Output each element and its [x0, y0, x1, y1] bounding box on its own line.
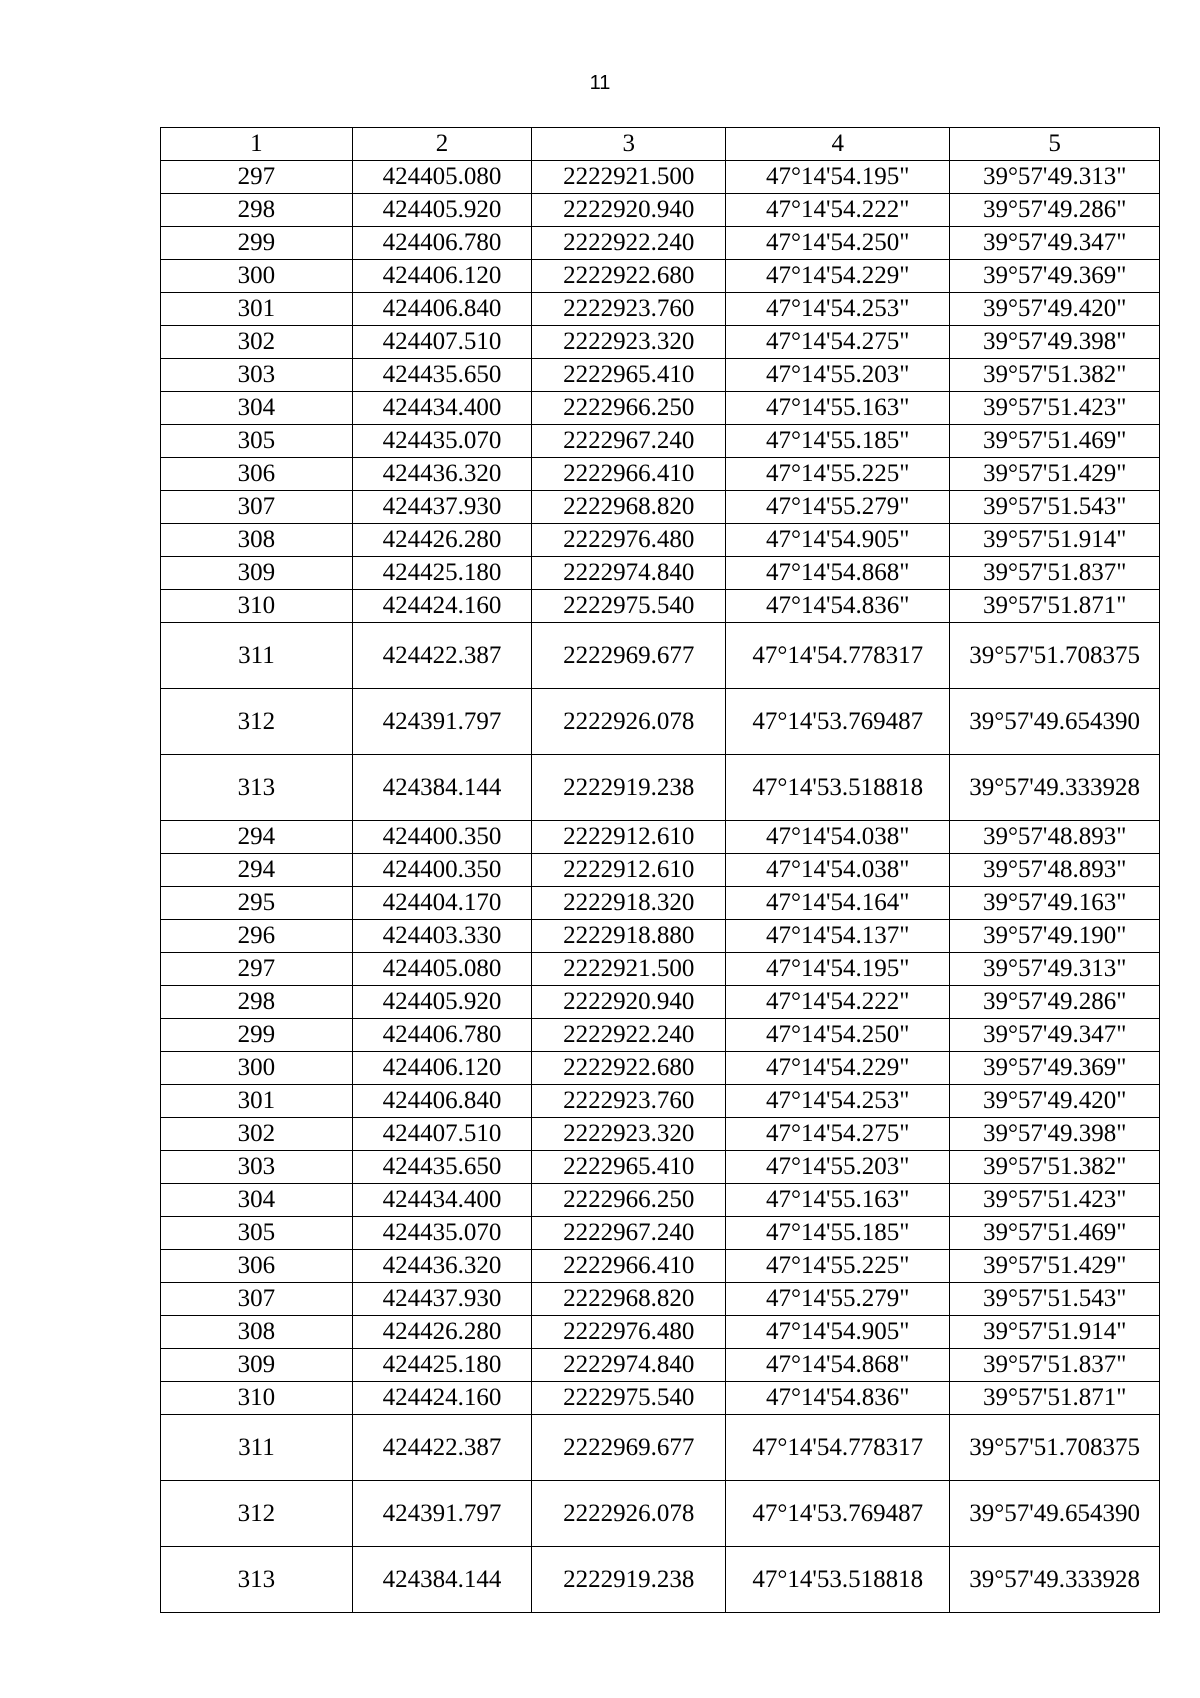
y-coordinate-cell: 2222918.320 [532, 887, 726, 920]
table-header [161, 128, 1160, 161]
y-coordinate-cell: 2222920.940 [532, 194, 726, 227]
point-number-cell: 298 [161, 986, 353, 1019]
point-number-cell: 297 [161, 161, 353, 194]
table-row [161, 1382, 1160, 1415]
table-row [161, 1052, 1160, 1085]
table-row [161, 1547, 1160, 1613]
longitude-cell: 39°57'51.914" [950, 1316, 1160, 1349]
latitude-cell: 47°14'55.279" [726, 1283, 950, 1316]
table-row [161, 1316, 1160, 1349]
longitude-cell: 39°57'49.347" [950, 227, 1160, 260]
y-coordinate-cell: 2222975.540 [532, 590, 726, 623]
longitude-cell: 39°57'51.382" [950, 1151, 1160, 1184]
longitude-cell: 39°57'51.543" [950, 1283, 1160, 1316]
point-number-cell: 306 [161, 1250, 353, 1283]
latitude-cell: 47°14'53.769487 [726, 689, 950, 755]
point-number-cell: 301 [161, 1085, 353, 1118]
x-coordinate-cell: 424425.180 [352, 557, 531, 590]
x-coordinate-cell: 424405.080 [352, 953, 531, 986]
y-coordinate-cell: 2222968.820 [532, 491, 726, 524]
x-coordinate-cell: 424437.930 [352, 1283, 531, 1316]
x-coordinate-cell: 424405.080 [352, 161, 531, 194]
point-number-cell: 306 [161, 458, 353, 491]
point-number-cell: 301 [161, 293, 353, 326]
longitude-cell: 39°57'49.369" [950, 260, 1160, 293]
longitude-cell: 39°57'48.893" [950, 854, 1160, 887]
longitude-cell: 39°57'49.163" [950, 887, 1160, 920]
y-coordinate-cell: 2222921.500 [532, 953, 726, 986]
point-number-cell: 307 [161, 1283, 353, 1316]
latitude-cell: 47°14'54.195" [726, 953, 950, 986]
y-coordinate-cell: 2222912.610 [532, 854, 726, 887]
latitude-cell: 47°14'55.225" [726, 458, 950, 491]
table-row [161, 293, 1160, 326]
point-number-cell: 294 [161, 854, 353, 887]
longitude-cell: 39°57'51.469" [950, 1217, 1160, 1250]
column-header-5: 5 [950, 128, 1160, 161]
y-coordinate-cell: 2222923.320 [532, 1118, 726, 1151]
y-coordinate-cell: 2222968.820 [532, 1283, 726, 1316]
longitude-cell: 39°57'51.429" [950, 458, 1160, 491]
longitude-cell: 39°57'49.286" [950, 194, 1160, 227]
y-coordinate-cell: 2222923.760 [532, 293, 726, 326]
table-row [161, 1085, 1160, 1118]
table-row [161, 194, 1160, 227]
latitude-cell: 47°14'54.229" [726, 260, 950, 293]
longitude-cell: 39°57'49.313" [950, 161, 1160, 194]
point-number-cell: 308 [161, 524, 353, 557]
x-coordinate-cell: 424434.400 [352, 1184, 531, 1217]
x-coordinate-cell: 424407.510 [352, 326, 531, 359]
y-coordinate-cell: 2222965.410 [532, 1151, 726, 1184]
table-row [161, 227, 1160, 260]
x-coordinate-cell: 424426.280 [352, 1316, 531, 1349]
y-coordinate-cell: 2222966.410 [532, 1250, 726, 1283]
point-number-cell: 298 [161, 194, 353, 227]
longitude-cell: 39°57'49.398" [950, 326, 1160, 359]
point-number-cell: 313 [161, 1547, 353, 1613]
point-number-cell: 312 [161, 689, 353, 755]
table-row [161, 854, 1160, 887]
table-row [161, 392, 1160, 425]
x-coordinate-cell: 424422.387 [352, 623, 531, 689]
longitude-cell: 39°57'49.654390 [950, 1481, 1160, 1547]
table-row [161, 260, 1160, 293]
x-coordinate-cell: 424406.840 [352, 293, 531, 326]
latitude-cell: 47°14'54.038" [726, 821, 950, 854]
point-number-cell: 302 [161, 1118, 353, 1151]
point-number-cell: 311 [161, 1415, 353, 1481]
y-coordinate-cell: 2222918.880 [532, 920, 726, 953]
table-row [161, 491, 1160, 524]
y-coordinate-cell: 2222922.240 [532, 227, 726, 260]
table-row [161, 161, 1160, 194]
y-coordinate-cell: 2222976.480 [532, 524, 726, 557]
point-number-cell: 299 [161, 227, 353, 260]
table-row [161, 887, 1160, 920]
point-number-cell: 300 [161, 260, 353, 293]
point-number-cell: 303 [161, 1151, 353, 1184]
table-row [161, 689, 1160, 755]
table-row [161, 359, 1160, 392]
y-coordinate-cell: 2222922.680 [532, 260, 726, 293]
longitude-cell: 39°57'49.369" [950, 1052, 1160, 1085]
latitude-cell: 47°14'54.229" [726, 1052, 950, 1085]
x-coordinate-cell: 424384.144 [352, 755, 531, 821]
longitude-cell: 39°57'51.871" [950, 1382, 1160, 1415]
x-coordinate-cell: 424425.180 [352, 1349, 531, 1382]
longitude-cell: 39°57'51.914" [950, 524, 1160, 557]
x-coordinate-cell: 424400.350 [352, 821, 531, 854]
latitude-cell: 47°14'54.836" [726, 590, 950, 623]
longitude-cell: 39°57'49.347" [950, 1019, 1160, 1052]
y-coordinate-cell: 2222969.677 [532, 1415, 726, 1481]
longitude-cell: 39°57'51.837" [950, 1349, 1160, 1382]
x-coordinate-cell: 424434.400 [352, 392, 531, 425]
point-number-cell: 305 [161, 425, 353, 458]
y-coordinate-cell: 2222922.680 [532, 1052, 726, 1085]
x-coordinate-cell: 424435.650 [352, 359, 531, 392]
point-number-cell: 294 [161, 821, 353, 854]
table-row [161, 557, 1160, 590]
table-row [161, 590, 1160, 623]
latitude-cell: 47°14'54.164" [726, 887, 950, 920]
latitude-cell: 47°14'54.250" [726, 227, 950, 260]
x-coordinate-cell: 424435.070 [352, 1217, 531, 1250]
longitude-cell: 39°57'51.708375 [950, 623, 1160, 689]
latitude-cell: 47°14'54.137" [726, 920, 950, 953]
latitude-cell: 47°14'54.253" [726, 1085, 950, 1118]
y-coordinate-cell: 2222922.240 [532, 1019, 726, 1052]
table-row [161, 458, 1160, 491]
latitude-cell: 47°14'54.778317 [726, 1415, 950, 1481]
longitude-cell: 39°57'51.708375 [950, 1415, 1160, 1481]
x-coordinate-cell: 424406.780 [352, 1019, 531, 1052]
y-coordinate-cell: 2222926.078 [532, 1481, 726, 1547]
latitude-cell: 47°14'54.836" [726, 1382, 950, 1415]
point-number-cell: 308 [161, 1316, 353, 1349]
column-header-3: 3 [532, 128, 726, 161]
latitude-cell: 47°14'54.038" [726, 854, 950, 887]
point-number-cell: 304 [161, 1184, 353, 1217]
y-coordinate-cell: 2222966.250 [532, 392, 726, 425]
y-coordinate-cell: 2222966.250 [532, 1184, 726, 1217]
table-row [161, 1217, 1160, 1250]
y-coordinate-cell: 2222969.677 [532, 623, 726, 689]
x-coordinate-cell: 424391.797 [352, 1481, 531, 1547]
latitude-cell: 47°14'54.275" [726, 326, 950, 359]
longitude-cell: 39°57'49.190" [950, 920, 1160, 953]
table-row [161, 1481, 1160, 1547]
point-number-cell: 310 [161, 1382, 353, 1415]
table-row [161, 821, 1160, 854]
page-number: 11 [589, 72, 611, 94]
point-number-cell: 309 [161, 557, 353, 590]
table-row [161, 1019, 1160, 1052]
table-row [161, 1415, 1160, 1481]
x-coordinate-cell: 424437.930 [352, 491, 531, 524]
y-coordinate-cell: 2222966.410 [532, 458, 726, 491]
longitude-cell: 39°57'49.333928 [950, 755, 1160, 821]
longitude-cell: 39°57'51.423" [950, 1184, 1160, 1217]
column-header-4: 4 [726, 128, 950, 161]
longitude-cell: 39°57'49.286" [950, 986, 1160, 1019]
latitude-cell: 47°14'55.163" [726, 392, 950, 425]
y-coordinate-cell: 2222967.240 [532, 1217, 726, 1250]
longitude-cell: 39°57'51.469" [950, 425, 1160, 458]
longitude-cell: 39°57'51.543" [950, 491, 1160, 524]
longitude-cell: 39°57'51.382" [950, 359, 1160, 392]
latitude-cell: 47°14'55.279" [726, 491, 950, 524]
y-coordinate-cell: 2222974.840 [532, 557, 726, 590]
column-header-1: 1 [161, 128, 353, 161]
latitude-cell: 47°14'55.163" [726, 1184, 950, 1217]
table-row [161, 1250, 1160, 1283]
y-coordinate-cell: 2222923.320 [532, 326, 726, 359]
latitude-cell: 47°14'55.203" [726, 359, 950, 392]
x-coordinate-cell: 424403.330 [352, 920, 531, 953]
longitude-cell: 39°57'48.893" [950, 821, 1160, 854]
x-coordinate-cell: 424405.920 [352, 194, 531, 227]
table-row [161, 1184, 1160, 1217]
table-row [161, 1349, 1160, 1382]
x-coordinate-cell: 424406.120 [352, 1052, 531, 1085]
point-number-cell: 304 [161, 392, 353, 425]
x-coordinate-cell: 424391.797 [352, 689, 531, 755]
y-coordinate-cell: 2222976.480 [532, 1316, 726, 1349]
table-row [161, 755, 1160, 821]
point-number-cell: 313 [161, 755, 353, 821]
latitude-cell: 47°14'54.222" [726, 986, 950, 1019]
table-row [161, 326, 1160, 359]
point-number-cell: 310 [161, 590, 353, 623]
x-coordinate-cell: 424384.144 [352, 1547, 531, 1613]
table-row [161, 920, 1160, 953]
latitude-cell: 47°14'53.769487 [726, 1481, 950, 1547]
x-coordinate-cell: 424424.160 [352, 590, 531, 623]
x-coordinate-cell: 424407.510 [352, 1118, 531, 1151]
y-coordinate-cell: 2222920.940 [532, 986, 726, 1019]
table-body [161, 161, 1160, 1613]
x-coordinate-cell: 424405.920 [352, 986, 531, 1019]
x-coordinate-cell: 424406.840 [352, 1085, 531, 1118]
table-row [161, 1283, 1160, 1316]
x-coordinate-cell: 424436.320 [352, 458, 531, 491]
point-number-cell: 296 [161, 920, 353, 953]
table-row [161, 986, 1160, 1019]
latitude-cell: 47°14'54.905" [726, 1316, 950, 1349]
latitude-cell: 47°14'54.253" [726, 293, 950, 326]
table-row [161, 1118, 1160, 1151]
y-coordinate-cell: 2222965.410 [532, 359, 726, 392]
coordinates-table [160, 127, 1160, 1613]
point-number-cell: 303 [161, 359, 353, 392]
longitude-cell: 39°57'49.420" [950, 293, 1160, 326]
point-number-cell: 300 [161, 1052, 353, 1085]
latitude-cell: 47°14'54.222" [726, 194, 950, 227]
latitude-cell: 47°14'55.185" [726, 425, 950, 458]
longitude-cell: 39°57'49.313" [950, 953, 1160, 986]
latitude-cell: 47°14'54.195" [726, 161, 950, 194]
longitude-cell: 39°57'49.333928 [950, 1547, 1160, 1613]
latitude-cell: 47°14'55.185" [726, 1217, 950, 1250]
y-coordinate-cell: 2222919.238 [532, 1547, 726, 1613]
point-number-cell: 311 [161, 623, 353, 689]
latitude-cell: 47°14'54.250" [726, 1019, 950, 1052]
table-row [161, 1151, 1160, 1184]
latitude-cell: 47°14'54.905" [726, 524, 950, 557]
latitude-cell: 47°14'53.518818 [726, 755, 950, 821]
longitude-cell: 39°57'49.420" [950, 1085, 1160, 1118]
point-number-cell: 302 [161, 326, 353, 359]
latitude-cell: 47°14'55.203" [726, 1151, 950, 1184]
y-coordinate-cell: 2222923.760 [532, 1085, 726, 1118]
x-coordinate-cell: 424436.320 [352, 1250, 531, 1283]
header-row [161, 128, 1160, 161]
longitude-cell: 39°57'51.837" [950, 557, 1160, 590]
point-number-cell: 297 [161, 953, 353, 986]
latitude-cell: 47°14'54.868" [726, 557, 950, 590]
latitude-cell: 47°14'53.518818 [726, 1547, 950, 1613]
x-coordinate-cell: 424435.650 [352, 1151, 531, 1184]
point-number-cell: 295 [161, 887, 353, 920]
table-row [161, 524, 1160, 557]
longitude-cell: 39°57'49.398" [950, 1118, 1160, 1151]
point-number-cell: 312 [161, 1481, 353, 1547]
longitude-cell: 39°57'49.654390 [950, 689, 1160, 755]
y-coordinate-cell: 2222912.610 [532, 821, 726, 854]
latitude-cell: 47°14'54.868" [726, 1349, 950, 1382]
y-coordinate-cell: 2222975.540 [532, 1382, 726, 1415]
y-coordinate-cell: 2222919.238 [532, 755, 726, 821]
longitude-cell: 39°57'51.429" [950, 1250, 1160, 1283]
point-number-cell: 305 [161, 1217, 353, 1250]
y-coordinate-cell: 2222967.240 [532, 425, 726, 458]
point-number-cell: 307 [161, 491, 353, 524]
point-number-cell: 299 [161, 1019, 353, 1052]
point-number-cell: 309 [161, 1349, 353, 1382]
x-coordinate-cell: 424406.120 [352, 260, 531, 293]
x-coordinate-cell: 424400.350 [352, 854, 531, 887]
latitude-cell: 47°14'54.778317 [726, 623, 950, 689]
longitude-cell: 39°57'51.871" [950, 590, 1160, 623]
x-coordinate-cell: 424424.160 [352, 1382, 531, 1415]
latitude-cell: 47°14'55.225" [726, 1250, 950, 1283]
x-coordinate-cell: 424404.170 [352, 887, 531, 920]
latitude-cell: 47°14'54.275" [726, 1118, 950, 1151]
y-coordinate-cell: 2222921.500 [532, 161, 726, 194]
y-coordinate-cell: 2222974.840 [532, 1349, 726, 1382]
x-coordinate-cell: 424406.780 [352, 227, 531, 260]
table-row [161, 953, 1160, 986]
y-coordinate-cell: 2222926.078 [532, 689, 726, 755]
x-coordinate-cell: 424435.070 [352, 425, 531, 458]
column-header-2: 2 [352, 128, 531, 161]
table-row [161, 425, 1160, 458]
x-coordinate-cell: 424426.280 [352, 524, 531, 557]
table-row [161, 623, 1160, 689]
x-coordinate-cell: 424422.387 [352, 1415, 531, 1481]
longitude-cell: 39°57'51.423" [950, 392, 1160, 425]
